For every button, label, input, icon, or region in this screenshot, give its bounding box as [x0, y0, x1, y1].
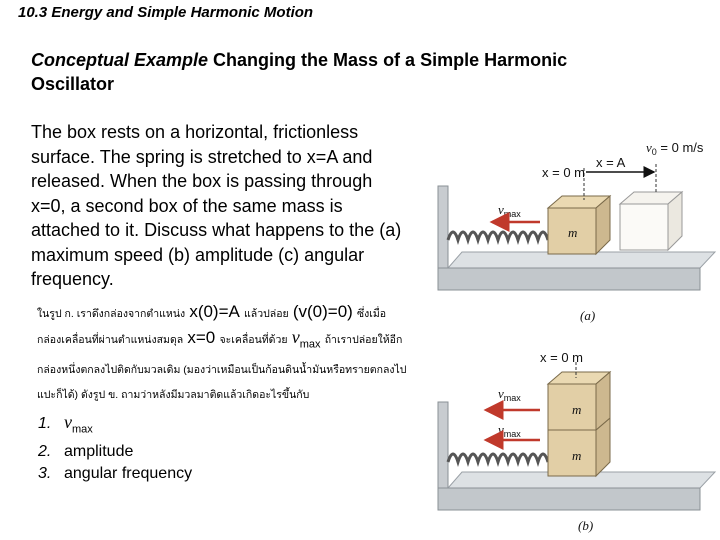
thai-part-1: ในรูป ก. เราดึงกล่องจากตำแหน่ง [37, 308, 186, 320]
panel-a [438, 140, 715, 323]
mass-label: m [568, 225, 578, 240]
thai-part-5: ถ้าเราปล่อยให้อีกกล่องหนึ่งตกลงไปติดกับมวลเดิม (มองว่าเหมือนเป็นก้อนดินน้ำมันหรือทรายตกลงไปแปะก็ได้) ดังรูป ข. ถามว่าหลังมีมวลมาติดแล้วเกิดอะไรขึ้นกับ [37, 334, 407, 401]
x-zero-eq: x=0 [187, 328, 216, 347]
answer-number: 3. [38, 464, 52, 482]
x0-label-b: x = 0 m [540, 350, 583, 365]
section-header: 10.3 Energy and Simple Harmonic Motion [18, 4, 314, 21]
x0-label-a: x = 0 m [542, 165, 585, 180]
vmax-sub: max [299, 338, 321, 351]
answer-number: 1. [38, 415, 52, 432]
xA-label: x = A [596, 155, 626, 170]
spring-b [448, 454, 548, 462]
spring-a [448, 232, 548, 240]
title-lead: Conceptual Example [31, 50, 209, 70]
v-initial-eq: (v(0)=0) [292, 302, 353, 321]
title-rest: Changing the Mass of a Simple Harmonic Oscillator [31, 50, 568, 94]
floor-front-b [438, 488, 700, 510]
panel-b [438, 350, 715, 533]
answer-vmax-v: v [64, 412, 72, 432]
thai-part-4: จะเคลื่อนที่ด้วย [219, 334, 288, 346]
caption-b: (b) [578, 518, 594, 533]
answer-number: 2. [38, 443, 52, 461]
vmax-label-b-bottom: $v_{max}$ [498, 422, 521, 439]
floor-front-a [438, 268, 700, 290]
problem-text: The box rests on a horizontal, frictionless surface. The spring is stretched to x=A and released. When the box is passing through x=0, a second box of the same mass is attached to it. Discuss what happens to the (a) maximum speed (b) amplitude (c) angular frequency. [31, 122, 402, 289]
answer-text: angular frequency [64, 464, 193, 482]
caption-a: (a) [580, 308, 596, 323]
v0-label: $v_0 = 0$ m/s [646, 140, 704, 157]
ghost-box-front [620, 204, 668, 250]
mass-label-bottom: m [572, 448, 582, 463]
thai-part-2: แล้วปล่อย [244, 308, 289, 320]
thai-part-3: ซึ่งเมื่อกล่องเคลื่อนที่ผ่านตำแหน่งสมดุล [37, 308, 387, 346]
answer-vmax-sub: max [72, 423, 93, 436]
mass-label-top: m [572, 402, 582, 417]
x-initial-eq: x(0)=A [189, 302, 240, 321]
vmax-label-a: $v_{max}$ [498, 202, 521, 219]
vmax-v: v [291, 327, 300, 347]
answer-text: amplitude [64, 443, 134, 461]
vmax-label-b-top: $v_{max}$ [498, 386, 521, 403]
